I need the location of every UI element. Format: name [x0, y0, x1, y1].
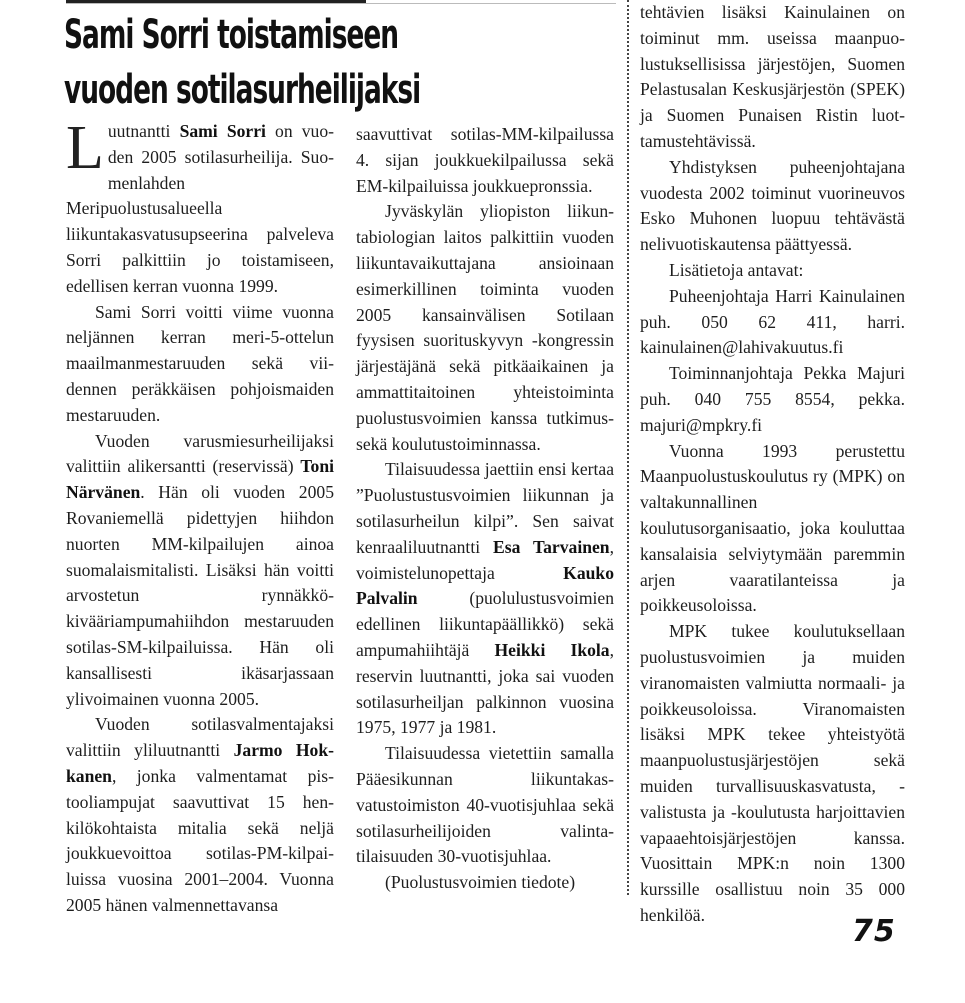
source-credit: (Puolustusvoimien tiedote) [385, 872, 576, 893]
contact-info: Puheenjohtaja Harri Kainulainen puh. 050 62 411, harri. kainulainen@lahivakuutus.fi [640, 285, 905, 358]
paragraph: MPK tukee koulutuksellaan puolustusvoimien ja muiden viranomaisten valmiutta normaali- ja poikkeusoloissa. Viranomaisten lisäksi MPK tekee yhteistyötä maanpuolustusjärjestöjen sekä muiden turvallisuuskasvatusta, -valistusta ja -koulutusta harjoittavien vapaaehtoisjärjestöjen kanssa. Vuosittain MPK:n noin 1300 kurssille osallistuu noin 35 000 henkilöä. [640, 621, 905, 925]
contact-info: Toiminnanjohtaja Pekka Majuri puh. 040 755 8554, pekka. majuri@mpkry.fi [640, 363, 905, 435]
person-name: Esa Tarvainen [493, 536, 610, 557]
paragraph: saavuttivat sotilas-MM-kilpailussa 4. sijan joukkuekilpailussa sekä EM-kilpailuissa joukkuepronssia. [356, 124, 614, 196]
person-name: Heikki Ikola [494, 639, 610, 660]
drop-cap: L [66, 114, 104, 182]
person-name: Sami Sorri [179, 121, 266, 141]
paragraph: Tilaisuudessa vietettiin samalla Pääesikunnan liikuntakasvatustoimiston 40-vuotisjuhlaa sekä sotilasurheilijoiden valintatilaisuuden 30-vuotisjuhlaa. [356, 743, 614, 867]
paragraph-text: , jonka valmentamat pistooliampujat saavuttivat 15 henkilökohtaista mitalia sekä neljä joukkuevoittoa sotilas-PM-kilpailuissa vuosina 2001–2004. Vuonna 2005 hänen valmennettavansa [66, 765, 334, 915]
paragraph [66, 114, 334, 300]
paragraph-text: on vuoden 2005 sotilasurheilija. Suomenlahden Meripuolustusalueella liikuntakasvatusupseerina palveleva Sorri palkittiin jo toistamiseen, edellisen kerran vuonna 1999. [66, 121, 334, 296]
paragraph [66, 712, 334, 918]
paragraph [66, 429, 334, 713]
paragraph: Vuonna 1993 perustettu Maanpuolustuskoulutus ry (MPK) on valtakunnallinen koulutusorganisaatio, joka kouluttaa kansalaisia selviytymään paremmin arjen vaaratilanteissa ja poikkeusoloissa. [640, 440, 905, 616]
paragraph: Jyväskylän yliopiston liikuntabiologian laitos palkittiin vuoden liikuntavaikuttajana ansioinaan esimerkillinen toiminta vuoden 2005 kansainvälisen Sotilaan fyysisen suorituskyvyn -kongressin järjestäjänä sekä pitkäaikainen ja ammattitaitoinen yhteistoiminta puolustusvoimien kanssa tutkimus- sekä koulutustoiminnassa. [356, 201, 614, 454]
person-name: Kauko Palvalin [356, 562, 614, 609]
person-name: Toni Närvänen [66, 456, 334, 503]
paragraph: tehtävien lisäksi Kainulainen on toiminut mm. useissa maanpuolustuksellisissa järjestöjen, Suomen Pelastusalan Keskusjärjestön (SPEK) ja Suomen Punaisen Ristin luottamustehtävissä. [640, 2, 905, 151]
paragraph [356, 457, 614, 741]
paragraph-text: Vuoden sotilasvalmentajaksi valittiin yliluutnantti [66, 714, 334, 761]
article-column-2 [356, 122, 614, 896]
paragraph: Sami Sorri voitti viime vuonna neljännen kerran meri-5-ottelun maailmanmestaruuden sekä viidennen peräkkäisen pohjoismaiden mestaruuden. [66, 301, 334, 425]
column-divider-dotted [627, 0, 629, 895]
article-column-1 [66, 114, 334, 919]
article-column-3 [640, 0, 905, 929]
paragraph-text: . Hän oli vuoden 2005 Rovaniemellä pidettyjen hiihdon nuorten MM-kilpailujen ainoa suomalaismitalisti. Lisäksi hän voitti arvostetun rynnäkkökivääriampumahiihdon mestaruuden sotilas-SM-kilpailuissa. Hän oli kansallisesti ikäsarjassaan ylivoimainen vuonna 2005. [66, 482, 334, 709]
person-name: Jarmo Hokkanen [66, 740, 334, 786]
paragraph-text: (puolulustusvoimien edellinen liikuntapäällikkö) sekä ampumahiihtäjä [356, 588, 614, 660]
headline-line-1: Sami Sorri toistamiseen [64, 12, 399, 58]
paragraph: Yhdistyksen puheenjohtajana vuodesta 2002 toiminut vuorineuvos Esko Muhonen luopuu tehtävästä nelivuotiskautensa päättyessä. [640, 156, 905, 255]
paragraph-text: uutnantti [107, 121, 180, 141]
paragraph-text: , voimistelunopettaja [356, 536, 614, 583]
paragraph-text: , reservin luutnantti, joka sai vuoden sotilasurheiljan palkinnon vuosina 1975, 1977 ja 1981. [356, 639, 615, 738]
headline-line-2: vuoden sotilasurheilijaksi [64, 67, 421, 113]
paragraph-text: Vuoden varusmiesurheilijaksi valittiin alikersantti (reservissä) [66, 430, 334, 477]
top-thin-rule [66, 3, 616, 4]
page-number: 75 [852, 914, 896, 949]
article-headline [64, 8, 421, 118]
contact-heading: Lisätietoja antavat: [669, 259, 804, 280]
paragraph-text: Tilaisuudessa jaettiin ensi kertaa ”Puolustustusvoimien liikunnan ja sotilasurheilun kilpi”. Sen saivat kenraaliluutnantti [356, 459, 614, 557]
